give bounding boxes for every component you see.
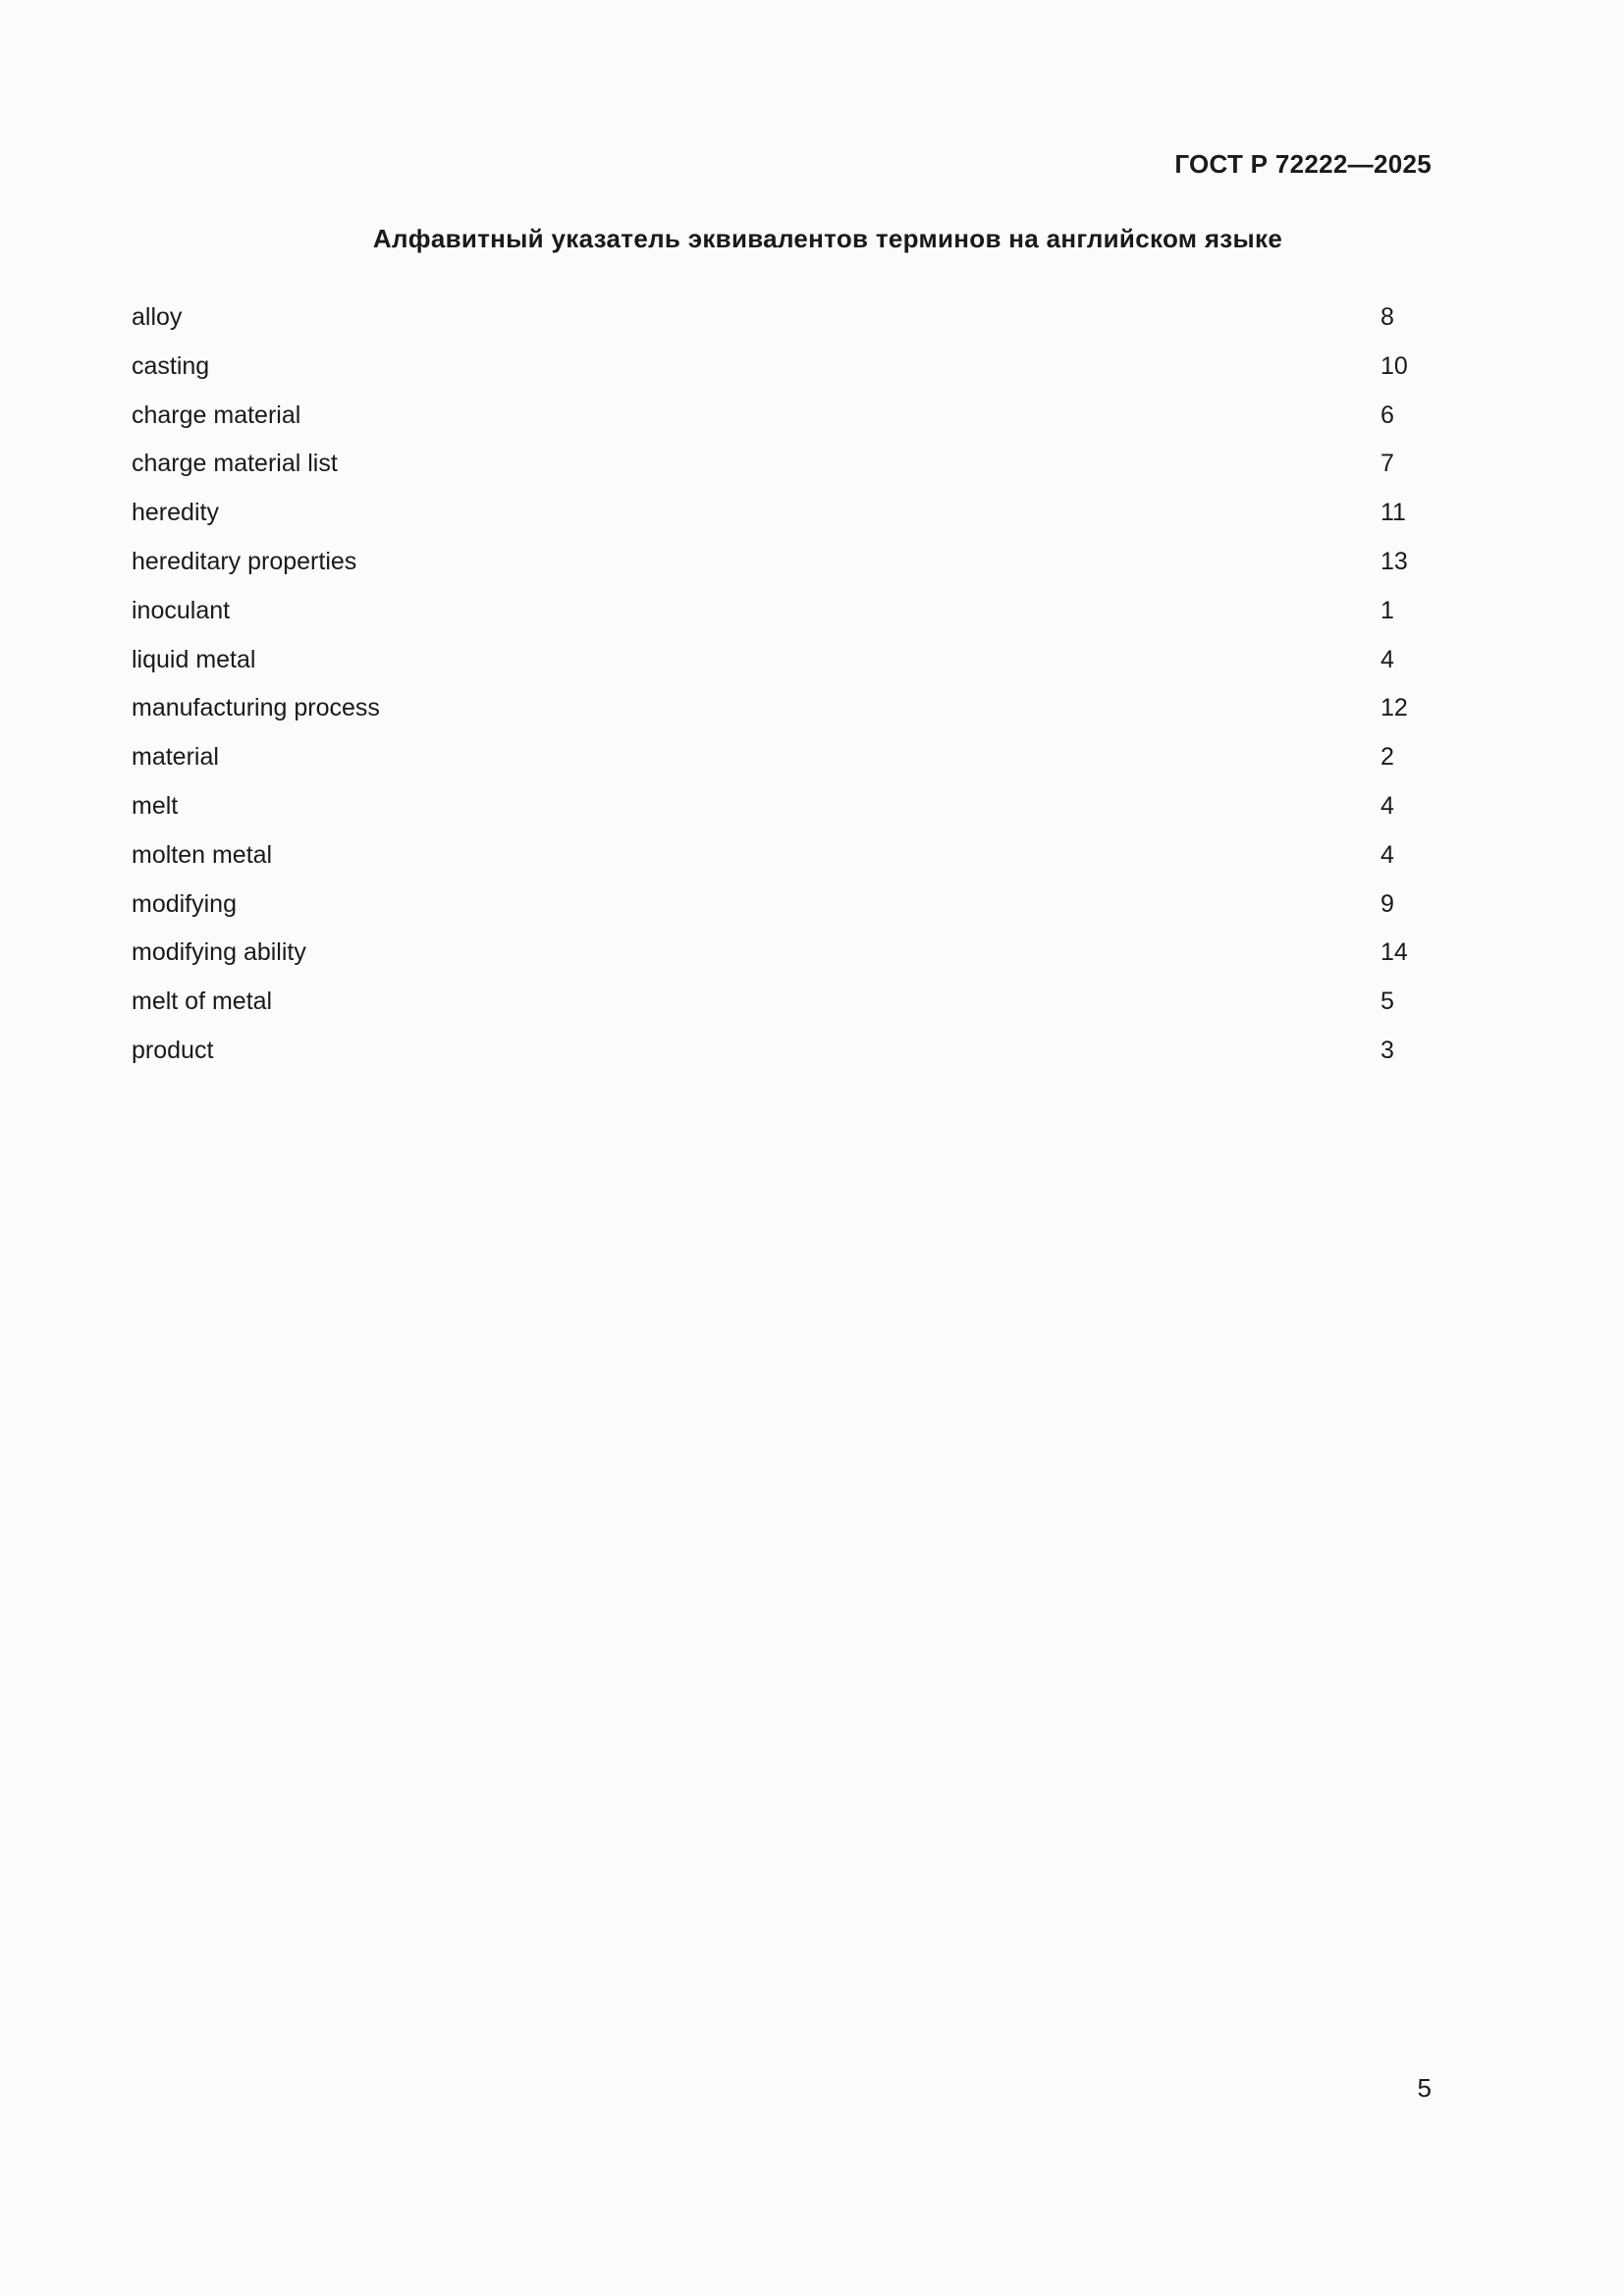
index-entry bbox=[132, 297, 1428, 347]
index-ref-number: 11 bbox=[1380, 499, 1406, 527]
index-entry bbox=[132, 737, 1428, 786]
index-ref-number: 4 bbox=[1380, 645, 1394, 673]
index-term: casting bbox=[132, 351, 210, 380]
index-term: charge material list bbox=[132, 450, 338, 478]
index-entry bbox=[132, 688, 1428, 737]
index-entry bbox=[132, 835, 1428, 884]
index-entry bbox=[132, 982, 1428, 1031]
index-entry bbox=[132, 640, 1428, 689]
index-entry bbox=[132, 933, 1428, 982]
index-entry bbox=[132, 884, 1428, 934]
index-term: charge material bbox=[132, 400, 301, 429]
index-entry bbox=[132, 396, 1428, 445]
index-entry bbox=[132, 591, 1428, 640]
index-entry bbox=[132, 542, 1428, 591]
index-ref-number: 5 bbox=[1380, 988, 1394, 1016]
index-ref-number: 12 bbox=[1380, 694, 1408, 722]
index-term: heredity bbox=[132, 499, 219, 527]
index-term: hereditary properties bbox=[132, 547, 357, 575]
index-term: manufacturing process bbox=[132, 694, 380, 722]
index-entry bbox=[132, 444, 1428, 493]
index-term: alloy bbox=[132, 303, 183, 331]
index-term: liquid metal bbox=[132, 645, 256, 673]
index-ref-number: 2 bbox=[1380, 743, 1394, 772]
index-term: melt of metal bbox=[132, 988, 273, 1016]
index-entry bbox=[132, 493, 1428, 542]
index-term: molten metal bbox=[132, 840, 273, 869]
index-term: product bbox=[132, 1036, 214, 1064]
index-ref-number: 10 bbox=[1380, 351, 1408, 380]
index-entry bbox=[132, 1031, 1428, 1080]
index-ref-number: 14 bbox=[1380, 938, 1408, 967]
index-term: material bbox=[132, 743, 219, 772]
index-ref-number: 4 bbox=[1380, 840, 1394, 869]
page-number: 5 bbox=[1417, 2073, 1432, 2103]
index-term: modifying bbox=[132, 889, 237, 918]
index-ref-number: 9 bbox=[1380, 889, 1394, 918]
document-code: ГОСТ Р 72222—2025 bbox=[1174, 149, 1432, 179]
index-entry bbox=[132, 786, 1428, 835]
index-ref-number: 7 bbox=[1380, 450, 1394, 478]
index-term: inoculant bbox=[132, 596, 231, 624]
index-ref-number: 8 bbox=[1380, 303, 1394, 331]
index-ref-number: 1 bbox=[1380, 596, 1394, 624]
index-ref-number: 13 bbox=[1380, 547, 1408, 575]
index-ref-number: 4 bbox=[1380, 791, 1394, 820]
index-entry bbox=[132, 347, 1428, 396]
term-index-list bbox=[132, 297, 1428, 1080]
index-term: melt bbox=[132, 791, 179, 820]
index-ref-number: 3 bbox=[1380, 1036, 1394, 1064]
index-ref-number: 6 bbox=[1380, 400, 1394, 429]
index-title: Алфавитный указатель эквивалентов терминов на английском языке bbox=[372, 224, 1283, 253]
index-term: modifying ability bbox=[132, 938, 306, 967]
